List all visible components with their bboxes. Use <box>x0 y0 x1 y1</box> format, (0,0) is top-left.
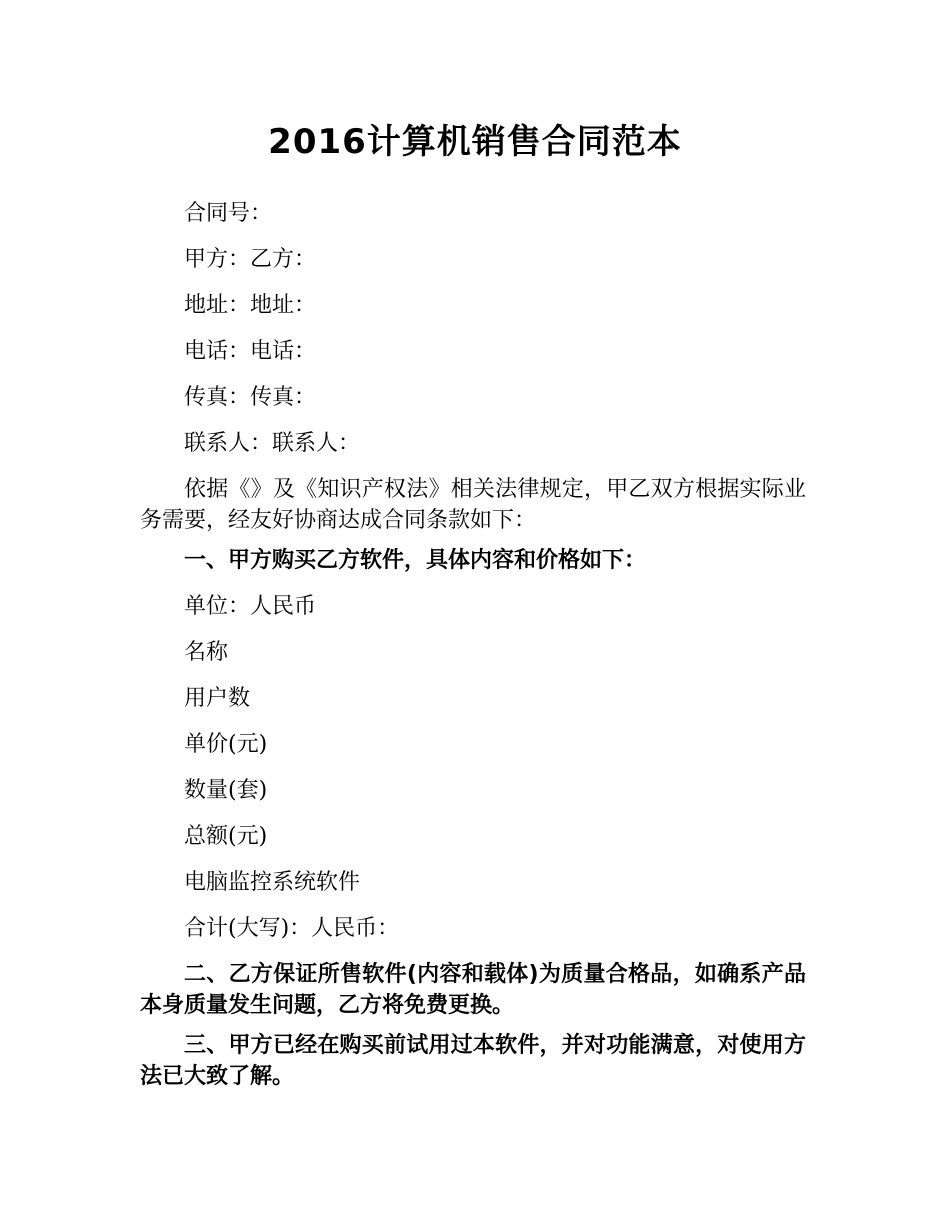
intro-paragraph: 依据《》及《知识产权法》相关法律规定，甲乙双方根据实际业务需要，经友好协商达成合同条款如下： <box>140 477 806 533</box>
column-users: 用户数 <box>184 686 251 711</box>
product-name: 电脑监控系统软件 <box>184 870 361 895</box>
column-name: 名称 <box>184 640 229 665</box>
phone-line: 电话：电话： <box>184 339 317 364</box>
contact-line: 联系人：联系人： <box>184 431 361 456</box>
clause-3: 三、甲方已经在购买前试用过本软件，并对功能满意，对使用方法已大致了解。 <box>140 1033 806 1089</box>
contract-number-line: 合同号： <box>184 201 273 226</box>
column-quantity: 数量(套) <box>184 778 268 803</box>
fax-line: 传真：传真： <box>184 385 317 410</box>
currency-unit-line: 单位：人民币 <box>184 594 317 619</box>
column-total: 总额(元) <box>184 824 268 849</box>
column-unit-price: 单价(元) <box>184 732 268 757</box>
sum-line: 合计(大写)：人民币： <box>184 916 400 941</box>
clause-1-heading: 一、甲方购买乙方软件，具体内容和价格如下： <box>184 548 647 573</box>
document-body <box>140 198 806 1101</box>
document-title: 2016计算机销售合同范本 <box>268 122 682 162</box>
clause-2: 二、乙方保证所售软件(内容和载体)为质量合格品，如确系产品本身质量发生问题，乙方将免费更换。 <box>140 962 806 1018</box>
parties-line: 甲方：乙方： <box>184 247 317 272</box>
address-line: 地址：地址： <box>184 293 317 318</box>
